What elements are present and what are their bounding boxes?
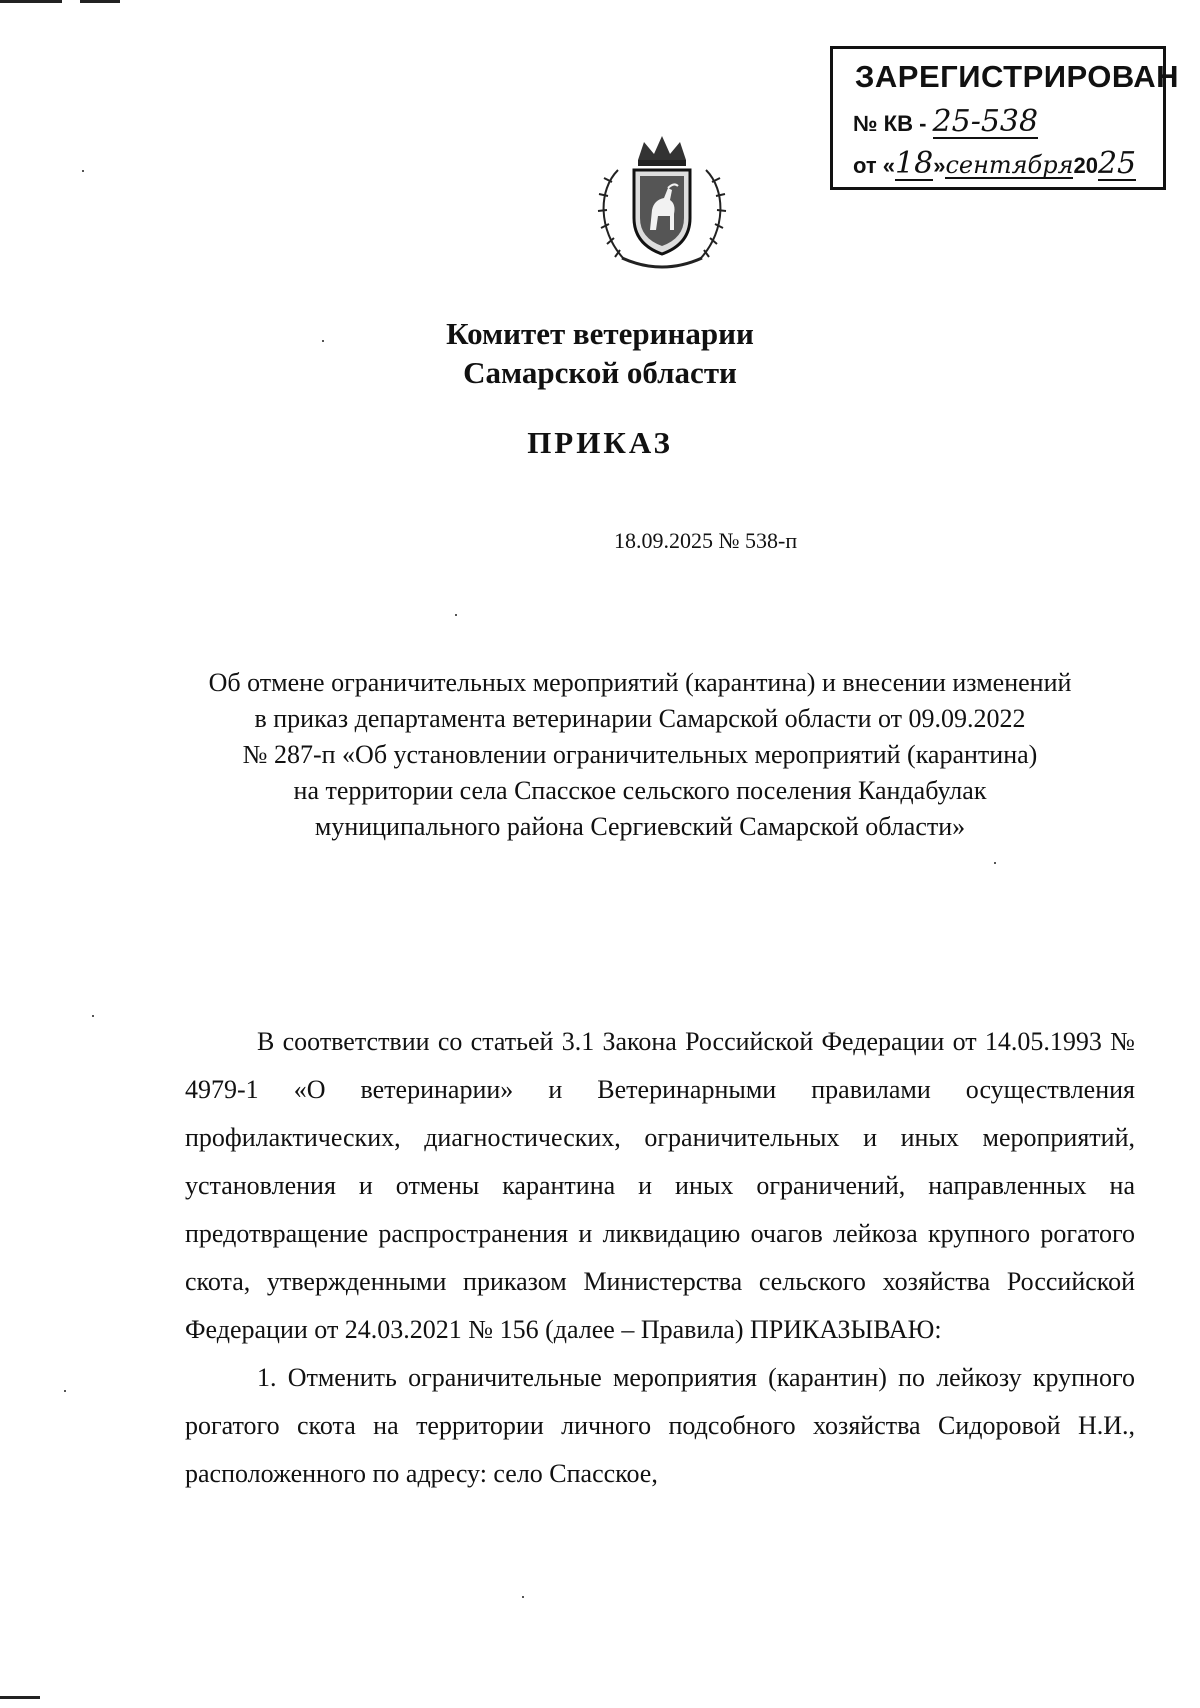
stamp-date-row: [853, 146, 1137, 181]
subject-line: № 287-п «Об установлении ограничительных мероприятий (карантина): [242, 740, 1038, 769]
scan-edge-mark: [0, 0, 62, 3]
scan-speck: [455, 614, 457, 616]
scan-speck: [994, 862, 996, 864]
stamp-reg-label: № КВ -: [853, 111, 927, 136]
stamp-year-prefix: 20: [1073, 153, 1098, 178]
samara-coat-of-arms-icon: [588, 130, 736, 278]
scan-edge-mark: [0, 1696, 40, 1699]
stamp-year-suffix: 25: [1097, 146, 1137, 181]
stamp-day-close: »: [933, 153, 946, 178]
stamp-title: ЗАРЕГИСТРИРОВАН: [855, 59, 1180, 94]
subject-line: на территории села Спасское сельского поселения Кандабулак: [293, 776, 987, 805]
stamp-reg-number-row: [853, 104, 1039, 139]
subject-line: в приказ департамента ветеринарии Самарской области от 09.09.2022: [254, 704, 1026, 733]
scan-edge-mark: [80, 0, 120, 3]
scan-speck: [82, 170, 84, 172]
body-paragraph-item-1: 1. Отменить ограничительные мероприятия (карантин) по лейкозу крупного рогатого скота на территории личного подсобного хозяйства Сидоровой Н.И., расположенного по адресу: село Спасское,: [185, 1363, 1135, 1488]
body-paragraph-preamble: В соответствии со статьей 3.1 Закона Российской Федерации от 14.05.1993 № 4979-1 «О ветеринарии» и Ветеринарными правилами осуществления профилактических, диагностических, ограничительных и иных мероприятий, установления и отмены карантина и иных ограничений, направленных на предотвращение распространения и ликвидацию очагов лейкоза крупного рогатого скота, утвержденными приказом Министерства сельского хозяйства Российской Федерации от 24.03.2021 № 156 (далее – Правила) ПРИКАЗЫВАЮ:: [185, 1027, 1135, 1344]
registration-stamp: [830, 46, 1180, 190]
document-type-title: ПРИКАЗ: [527, 425, 673, 460]
stamp-reg-number: 25-538: [932, 104, 1039, 139]
scan-speck: [92, 1015, 94, 1017]
document-date-number: 18.09.2025 № 538-п: [614, 528, 798, 553]
scan-speck: [64, 1390, 66, 1392]
organization-name-line2: Самарской области: [463, 355, 737, 390]
stamp-date-prefix: от «: [853, 153, 896, 178]
document-body: [185, 1018, 1135, 1498]
subject-line: муниципального района Сергиевский Самарской области»: [314, 812, 966, 841]
stamp-day: 18: [895, 146, 934, 181]
stamp-month: сентября: [945, 151, 1074, 179]
organization-name-line1: Комитет ветеринарии: [446, 316, 754, 351]
subject-line: Об отмене ограничительных мероприятий (карантина) и внесении изменений: [208, 668, 1072, 697]
document-subject: [150, 665, 1130, 845]
scan-speck: [522, 1596, 524, 1598]
